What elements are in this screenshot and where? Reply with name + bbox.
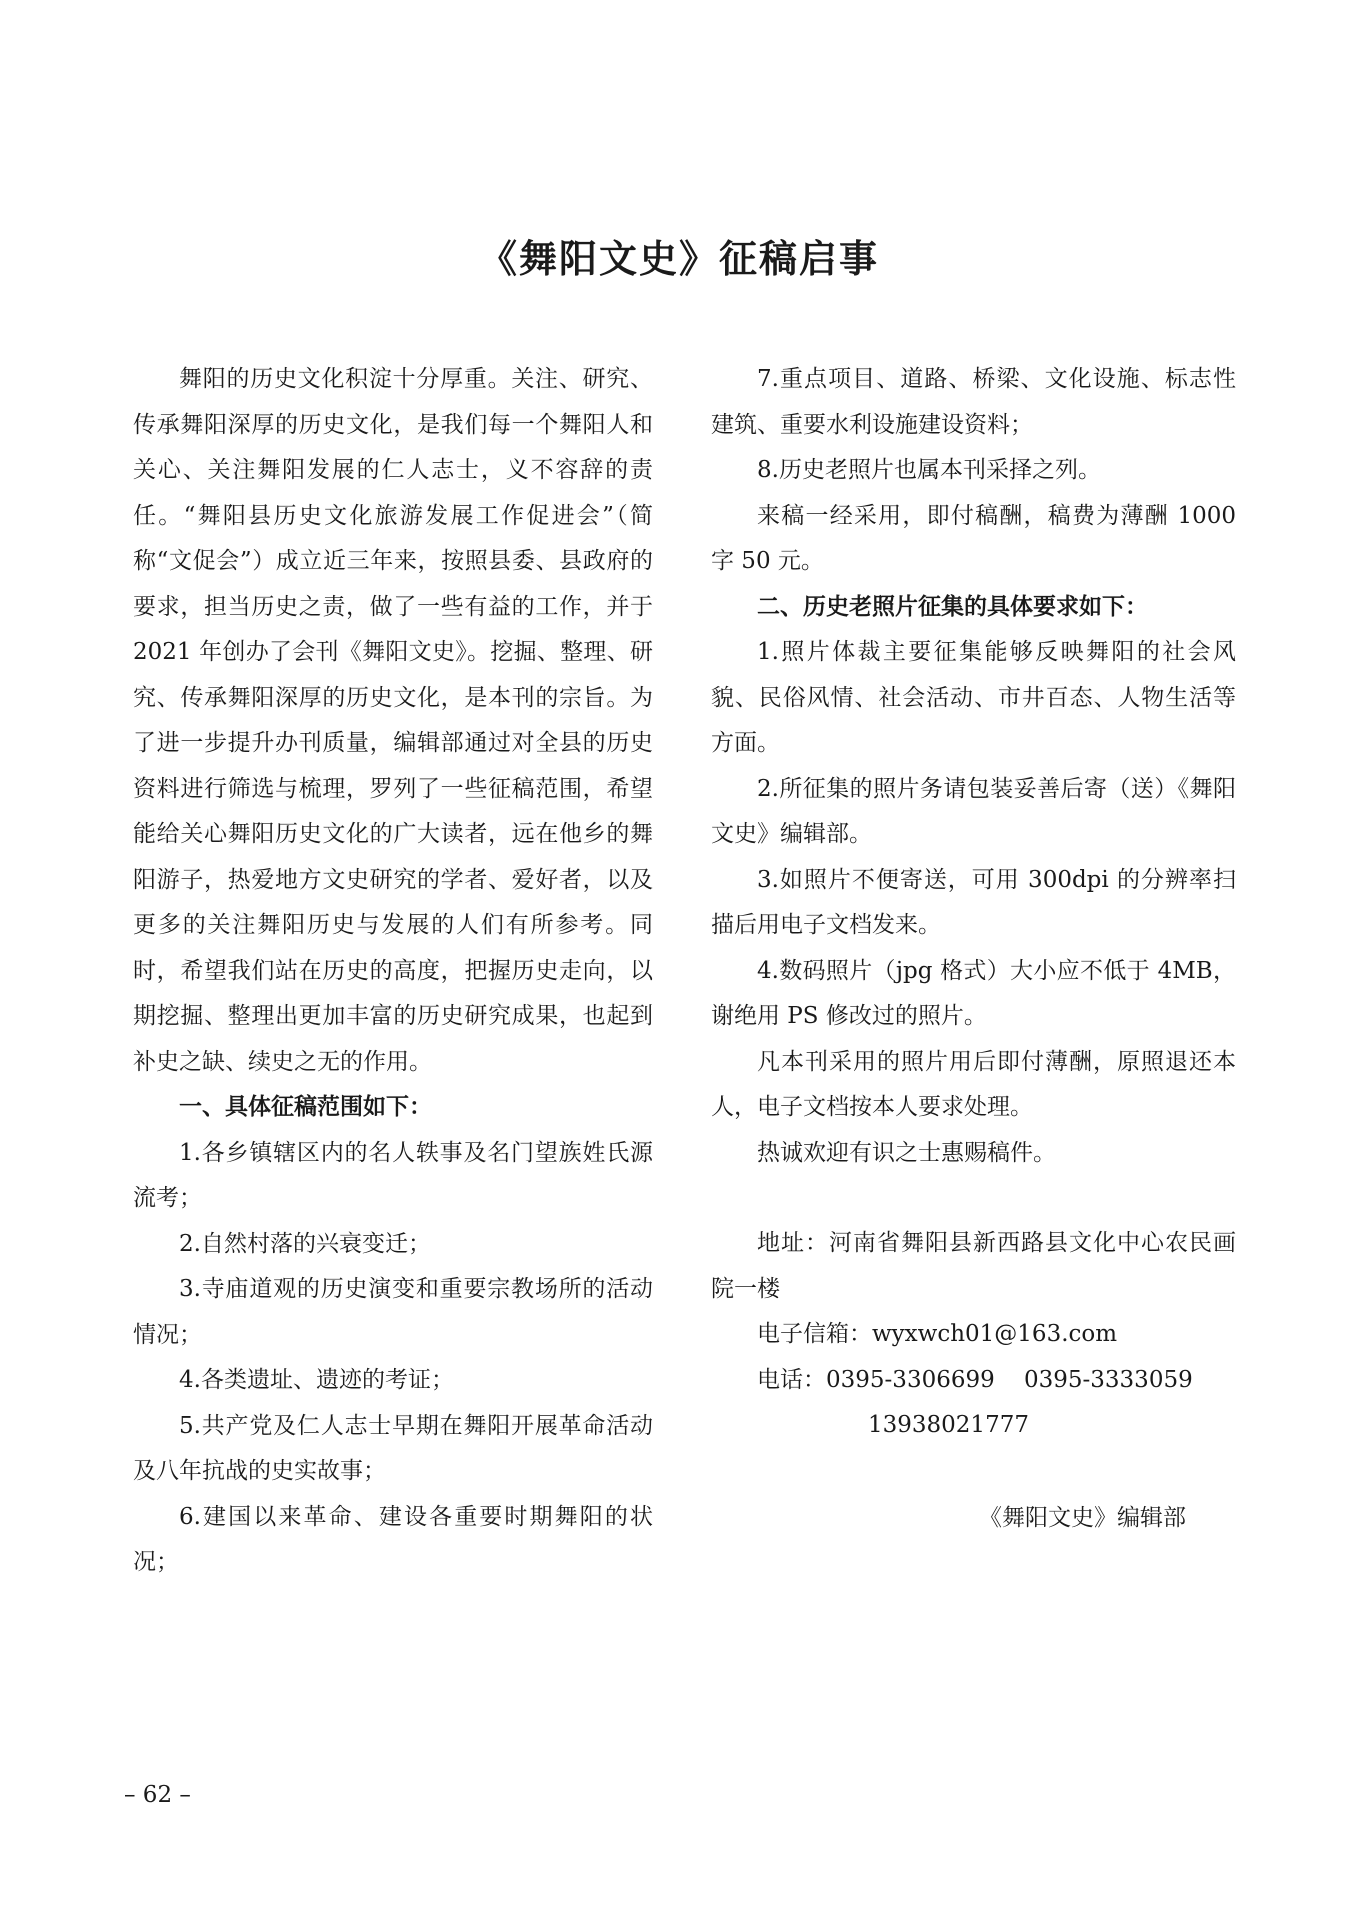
welcome-paragraph: 热诚欢迎有识之士惠赐稿件。 bbox=[757, 1139, 1056, 1166]
contact-email: 电子信箱：wyxwch01@163.com bbox=[757, 1321, 1118, 1347]
payment-paragraph: 来稿一经采用，即付稿酬，稿费为薄酬 1000 字 50 元。 bbox=[711, 502, 1236, 574]
scope-item-6: 6.建国以来革命、建设各重要时期舞阳的状况； bbox=[133, 1503, 653, 1575]
scope-item-7: 7.重点项目、道路、桥梁、文化设施、标志性建筑、重要水利设施建设资料； bbox=[711, 366, 1236, 438]
photo-item-3: 3.如照片不便寄送，可用 300dpi 的分辨率扫描后用电子文档发来。 bbox=[711, 866, 1236, 938]
contact-phone-mobile: 13938021777 bbox=[868, 1412, 1029, 1438]
contact-address: 地址：河南省舞阳县新西路县文化中心农民画院一楼 bbox=[711, 1230, 1236, 1302]
scope-item-8: 8.历史老照片也属本刊采择之列。 bbox=[757, 457, 1101, 483]
scope-item-4: 4.各类遗址、遗迹的考证； bbox=[179, 1367, 454, 1393]
scope-item-3: 3.寺庙道观的历史演变和重要宗教场所的活动情况； bbox=[133, 1276, 653, 1348]
photo-item-2: 2.所征集的照片务请包装妥善后寄（送）《舞阳文史》编辑部。 bbox=[711, 775, 1236, 847]
photo-item-4: 4.数码照片（jpg 格式）大小应不低于 4MB，谢绝用 PS 修改过的照片。 bbox=[711, 957, 1236, 1029]
contact-block bbox=[711, 1221, 1236, 1449]
contact-phone: 电话：0395-3306699 0395-3333059 bbox=[757, 1366, 1193, 1393]
editorial-signature: 《舞阳文史》编辑部 bbox=[979, 1504, 1186, 1531]
intro-paragraph: 舞阳的历史文化积淀十分厚重。关注、研究、传承舞阳深厚的历史文化，是我们每一个舞阳人和关心、关注舞阳发展的仁人志士，义不容辞的责任。“舞阳县历史文化旅游发展工作促进会”（简称“文促会”）成立近三年来，按照县委、县政府的要求，担当历史之责，做了一些有益的工作，并于 2021 年创办了会刊《舞阳文史》。挖掘、整理、研究、传承舞阳深厚的历史文化，是本刊的宗旨。为了进一步提升办刊质量，编辑部通过对全县的历史资料进行筛选与梳理，罗列了一些征稿范围，希望能给关心舞阳历史文化的广大读者，远在他乡的舞阳游子，热爱地方文史研究的学者、爱好者，以及更多的关注舞阳历史与发展的人们有所参考。同时，希望我们站在历史的高度，把握历史走向，以期挖掘、整理出更加丰富的历史研究成果，也起到补史之缺、续史之无的作用。 bbox=[133, 366, 653, 1075]
section1-heading: 一、具体征稿范围如下： bbox=[179, 1094, 432, 1120]
scope-item-5: 5.共产党及仁人志士早期在舞阳开展革命活动及八年抗战的史实故事； bbox=[133, 1412, 653, 1484]
photo-payment-paragraph: 凡本刊采用的照片用后即付薄酬，原照退还本人，电子文档按本人要求处理。 bbox=[711, 1048, 1236, 1120]
article-title: 《舞阳文史》征稿启事 bbox=[478, 237, 879, 281]
section2-heading: 二、历史老照片征集的具体要求如下： bbox=[757, 593, 1148, 620]
left-column bbox=[133, 357, 653, 1586]
scope-item-2: 2.自然村落的兴衰变迁； bbox=[179, 1230, 431, 1257]
page-number: – 62 – bbox=[124, 1782, 191, 1808]
scope-item-1: 1.各乡镇辖区内的名人轶事及名门望族姓氏源流考； bbox=[133, 1139, 653, 1211]
right-column bbox=[711, 357, 1236, 1541]
photo-item-1: 1.照片体裁主要征集能够反映舞阳的社会风貌、民俗风情、社会活动、市井百态、人物生活等方面。 bbox=[711, 639, 1236, 756]
